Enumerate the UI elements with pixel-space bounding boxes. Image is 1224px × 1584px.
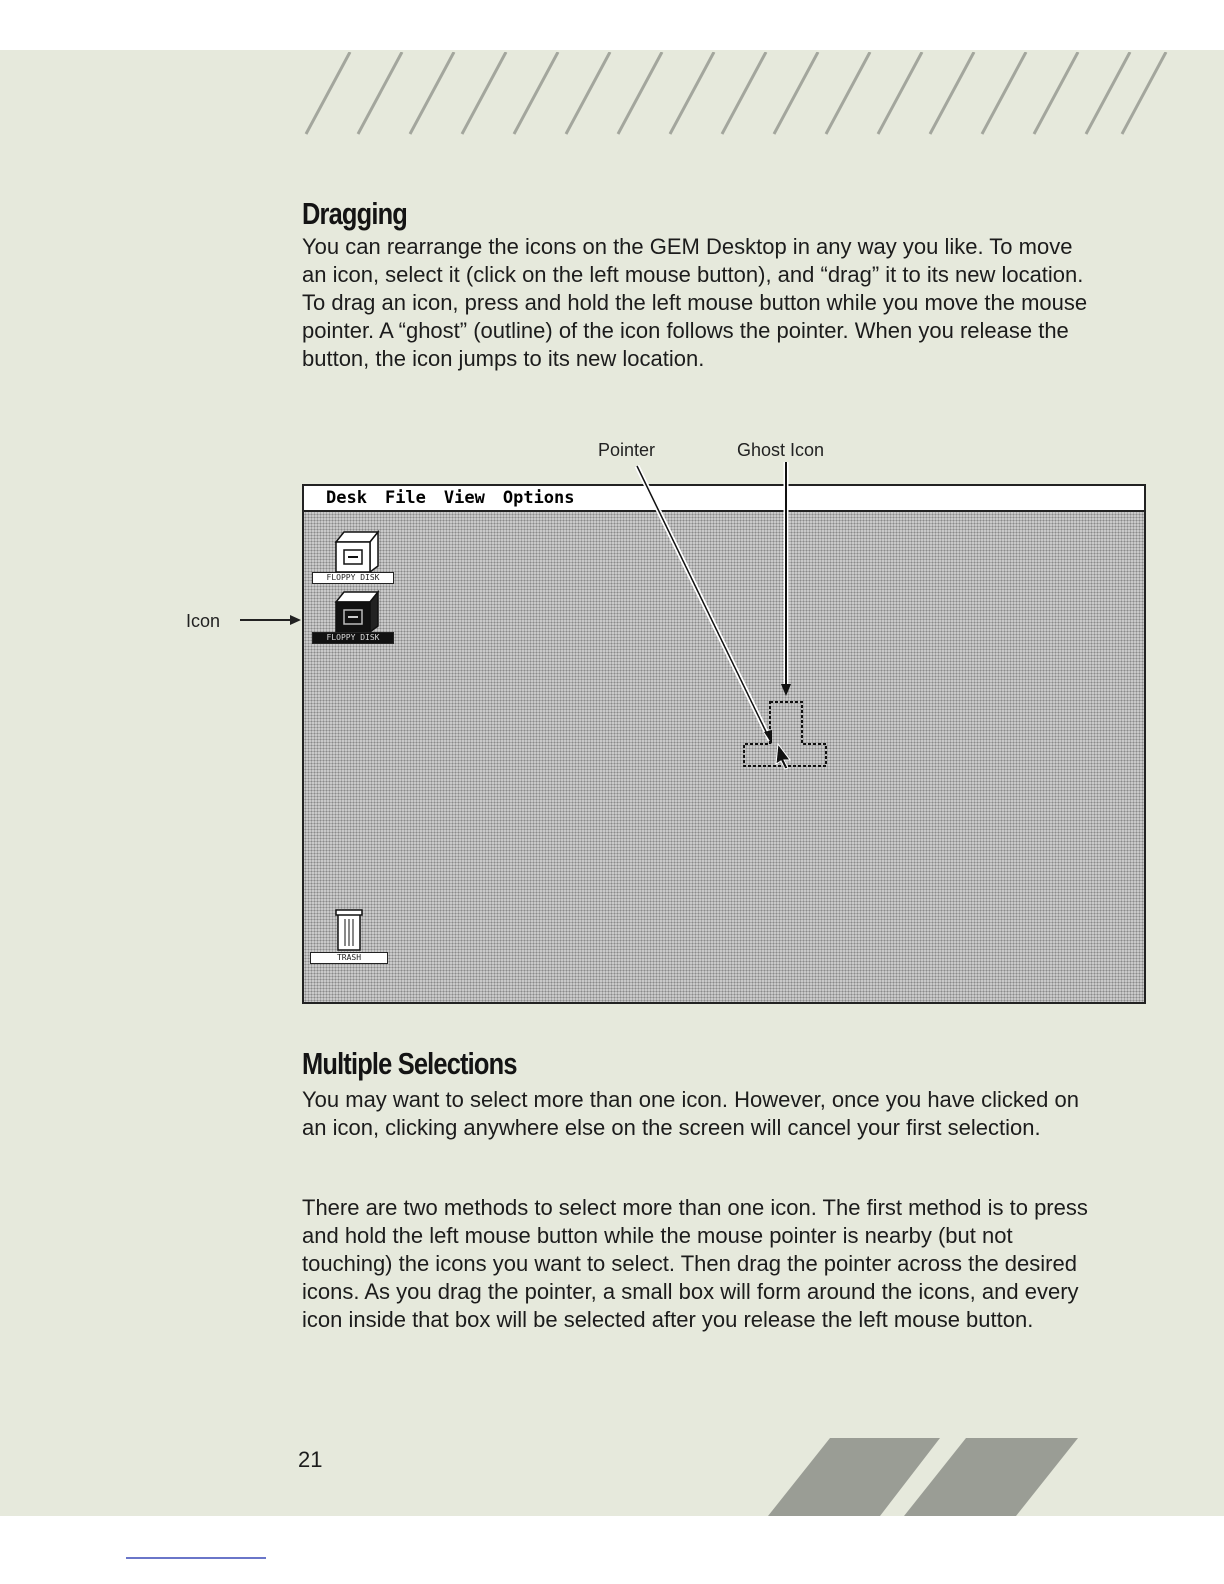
dragging-paragraph: You can rearrange the icons on the GEM Desktop in any way you like. To move an icon, select it (click on the left mouse button), and “drag” it to its new location. To drag an icon, press and hold the left mouse button while you move the mouse pointer. A “ghost” (outline) of the icon follows the pointer. When you release the button, the icon jumps to its new location.	[302, 234, 1088, 371]
trash-label: TRASH	[310, 952, 388, 964]
multiple-selections-heading: Multiple Selections	[302, 1046, 517, 1081]
ghost-icon-callout: Ghost Icon	[737, 440, 825, 460]
bottom-rule	[126, 1557, 266, 1559]
floppy-disk-label-a: FLOPPY DISK	[312, 572, 394, 584]
menu-file[interactable]: File	[384, 488, 426, 508]
multiple-selections-paragraph-1: You may want to select more than one icon. However, once you have clicked on an icon, clicking anywhere else on the screen will cancel your first selection.	[302, 1087, 1079, 1140]
floppy-disk-label-b: FLOPPY DISK	[312, 632, 394, 644]
dragging-heading: Dragging	[302, 196, 408, 231]
menu-desk[interactable]: Desk	[326, 488, 367, 508]
multiple-selections-paragraph-2: There are two methods to select more than one icon. The first method is to press and hold the left mouse button while the mouse pointer is nearby (but not touching) the icons you want to select. Then drag the pointer across the desired icons. As you drag the pointer, a small box will form around the icons, and every icon inside that box will be selected after you release the left mouse button.	[302, 1195, 1088, 1332]
menu-options[interactable]: Options	[502, 488, 575, 508]
page-number: 21	[298, 1447, 323, 1472]
pointer-callout: Pointer	[598, 440, 656, 460]
menu-view[interactable]: View	[443, 488, 485, 508]
icon-callout: Icon	[186, 611, 221, 631]
